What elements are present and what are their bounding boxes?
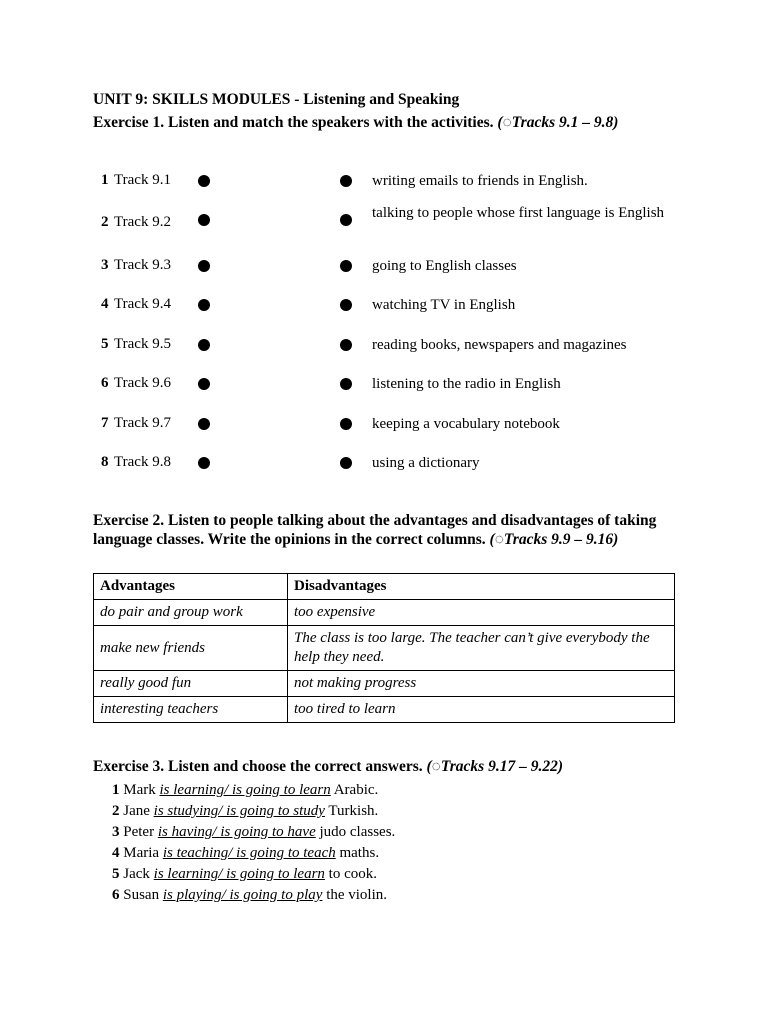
match-row xyxy=(0,415,768,435)
match-row xyxy=(0,336,768,356)
activity-label: listening to the radio in English xyxy=(372,376,561,392)
row-number: 4 xyxy=(101,296,109,312)
right-match-dot[interactable] xyxy=(340,378,352,390)
list-item xyxy=(112,801,395,822)
activity-label: going to English classes xyxy=(372,258,517,274)
activity-label: watching TV in English xyxy=(372,297,516,313)
item-name: Susan xyxy=(123,887,160,903)
item-name: Peter xyxy=(123,824,155,840)
table-header-row xyxy=(94,574,675,600)
left-match-dot[interactable] xyxy=(198,378,210,390)
exercise-3-instruction: Exercise 3. Listen and choose the correct answers. xyxy=(93,758,427,775)
row-number: 2 xyxy=(101,214,109,230)
track-label: Track 9.7 xyxy=(114,415,171,431)
unit-title: UNIT 9: SKILLS MODULES - Listening and Speaking xyxy=(93,91,460,108)
disadvantage-cell: The class is too large. The teacher can’t give everybody the help they need. xyxy=(288,626,675,671)
left-match-dot[interactable] xyxy=(198,175,210,187)
right-match-dot[interactable] xyxy=(340,339,352,351)
list-item xyxy=(112,864,395,885)
item-rest: Arabic. xyxy=(333,782,379,798)
answer-choice[interactable]: is studying/ is going to study xyxy=(153,803,325,819)
exercise-2-heading xyxy=(93,511,683,549)
track-label: Track 9.8 xyxy=(114,454,171,470)
answer-choice[interactable]: is having/ is going to have xyxy=(157,824,316,840)
table-row xyxy=(94,697,675,723)
answer-choice[interactable]: is playing/ is going to play xyxy=(162,887,323,903)
disadvantage-cell: too tired to learn xyxy=(288,697,675,723)
item-rest: judo classes. xyxy=(319,824,396,840)
track-label: Track 9.4 xyxy=(114,296,171,312)
row-number: 8 xyxy=(101,454,109,470)
disadvantage-cell: not making progress xyxy=(288,671,675,697)
item-name: Maria xyxy=(123,845,160,861)
exercise-1-tracks: (◌Tracks 9.1 – 9.8) xyxy=(497,114,619,131)
item-number: 2 xyxy=(112,803,120,819)
table-row xyxy=(94,671,675,697)
table-row xyxy=(94,626,675,671)
item-name: Jack xyxy=(123,866,150,882)
advantage-cell: do pair and group work xyxy=(94,600,288,626)
match-row xyxy=(0,172,768,192)
match-row xyxy=(0,257,768,277)
track-label: Track 9.3 xyxy=(114,257,171,273)
right-match-dot[interactable] xyxy=(340,457,352,469)
list-item xyxy=(112,780,395,801)
track-label: Track 9.2 xyxy=(114,214,171,230)
list-item xyxy=(112,822,395,843)
exercise-1-instruction: Exercise 1. Listen and match the speakers with the activities. xyxy=(93,114,498,131)
item-name: Jane xyxy=(123,803,150,819)
right-match-dot[interactable] xyxy=(340,260,352,272)
item-rest: to cook. xyxy=(328,866,377,882)
track-label: Track 9.1 xyxy=(114,172,171,188)
advantage-cell: make new friends xyxy=(94,626,288,671)
answer-choice[interactable]: is teaching/ is going to teach xyxy=(162,845,336,861)
row-number: 1 xyxy=(101,172,109,188)
activity-label: using a dictionary xyxy=(372,455,480,471)
match-row xyxy=(0,375,768,395)
item-name: Mark xyxy=(123,782,156,798)
advantage-cell: interesting teachers xyxy=(94,697,288,723)
item-number: 6 xyxy=(112,887,120,903)
item-number: 3 xyxy=(112,824,120,840)
exercise-2-instruction: Exercise 2. Listen to people talking about the advantages and disadvantages of taking language classes. Write the opinions in the correct columns. xyxy=(93,512,657,548)
left-match-dot[interactable] xyxy=(198,260,210,272)
item-number: 4 xyxy=(112,845,120,861)
left-match-dot[interactable] xyxy=(198,418,210,430)
answer-choice[interactable]: is learning/ is going to learn xyxy=(159,782,331,798)
exercise-3-list xyxy=(112,780,395,906)
activity-label: talking to people whose first language is English xyxy=(372,205,665,221)
exercise-1-heading xyxy=(93,114,618,132)
table-row xyxy=(94,600,675,626)
left-match-dot[interactable] xyxy=(198,339,210,351)
exercise-2-tracks: (◌Tracks 9.9 – 9.16) xyxy=(489,531,619,548)
opinions-table xyxy=(93,573,675,723)
activity-label: reading books, newspapers and magazines xyxy=(372,337,627,353)
answer-choice[interactable]: is learning/ is going to learn xyxy=(153,866,325,882)
left-match-dot[interactable] xyxy=(198,299,210,311)
track-label: Track 9.5 xyxy=(114,336,171,352)
left-match-dot[interactable] xyxy=(198,214,210,226)
row-number: 5 xyxy=(101,336,109,352)
activity-label: keeping a vocabulary notebook xyxy=(372,416,560,432)
right-match-dot[interactable] xyxy=(340,299,352,311)
advantages-header: Advantages xyxy=(94,574,288,600)
right-match-dot[interactable] xyxy=(340,214,352,226)
disadvantages-header: Disadvantages xyxy=(288,574,675,600)
advantage-cell: really good fun xyxy=(94,671,288,697)
activity-label: writing emails to friends in English. xyxy=(372,173,588,189)
list-item xyxy=(112,885,395,906)
list-item xyxy=(112,843,395,864)
match-row xyxy=(0,205,768,234)
item-number: 1 xyxy=(112,782,120,798)
exercise-3-tracks: (◌Tracks 9.17 – 9.22) xyxy=(426,758,563,775)
row-number: 6 xyxy=(101,375,109,391)
match-row xyxy=(0,454,768,474)
item-rest: the violin. xyxy=(326,887,388,903)
row-number: 7 xyxy=(101,415,109,431)
item-number: 5 xyxy=(112,866,120,882)
track-label: Track 9.6 xyxy=(114,375,171,391)
right-match-dot[interactable] xyxy=(340,418,352,430)
disadvantage-cell: too expensive xyxy=(288,600,675,626)
left-match-dot[interactable] xyxy=(198,457,210,469)
item-rest: Turkish. xyxy=(328,803,379,819)
exercise-3-heading xyxy=(93,758,563,776)
item-rest: maths. xyxy=(339,845,380,861)
right-match-dot[interactable] xyxy=(340,175,352,187)
row-number: 3 xyxy=(101,257,109,273)
match-row xyxy=(0,296,768,316)
